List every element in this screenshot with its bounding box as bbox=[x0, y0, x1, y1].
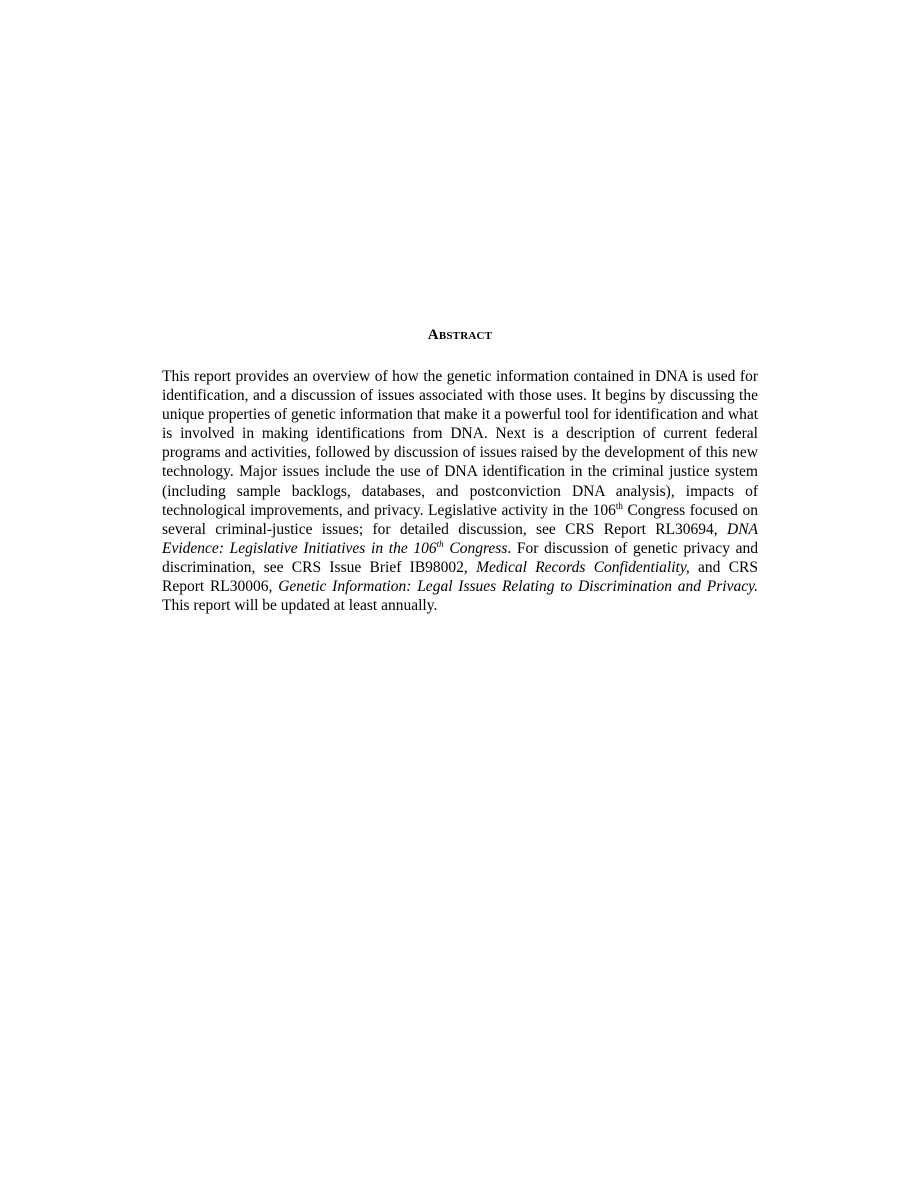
report-title-dna-evidence: DNA Evidence: Legislative Initiatives in the 106th Congress bbox=[162, 520, 758, 557]
superscript-th: th bbox=[615, 500, 623, 511]
report-title-genetic-information: Genetic Information: Legal Issues Relating to Discrimination and Privacy. bbox=[278, 578, 758, 596]
abstract-text-5: This report will be updated at least annually. bbox=[162, 597, 438, 615]
abstract-text-1: This report provides an overview of how the genetic information contained in DNA is used for identification, and a discussion of issues associated with those uses. It begins by discussing the unique properties of genetic information that make it a powerful tool for identification and what is involved in making identifications from DNA. Next is a description of current federal programs and activities, followed by discussion of issues raised by the development of this new technology. Major issues include the use of DNA identification in the criminal justice system (including sample backlogs, databases, and postconviction DNA analysis), impacts of technological improvements, and privacy. Legislative activity in the 106 bbox=[162, 368, 758, 519]
abstract-heading: Abstract bbox=[427, 327, 493, 343]
abstract-text-4: and CRS Report RL30006, bbox=[162, 558, 758, 596]
issue-brief-title: Medical Records Confidentiality, bbox=[476, 558, 690, 576]
abstract-text-3: . For discussion of genetic privacy and discrimination, see CRS Issue Brief IB98002, bbox=[162, 539, 759, 576]
abstract-paragraph bbox=[162, 367, 758, 615]
abstract-text-2: Congress focused on several criminal-justice issues; for detailed discussion, see CRS Report RL30694, bbox=[162, 501, 758, 538]
superscript-th: th bbox=[436, 538, 444, 549]
